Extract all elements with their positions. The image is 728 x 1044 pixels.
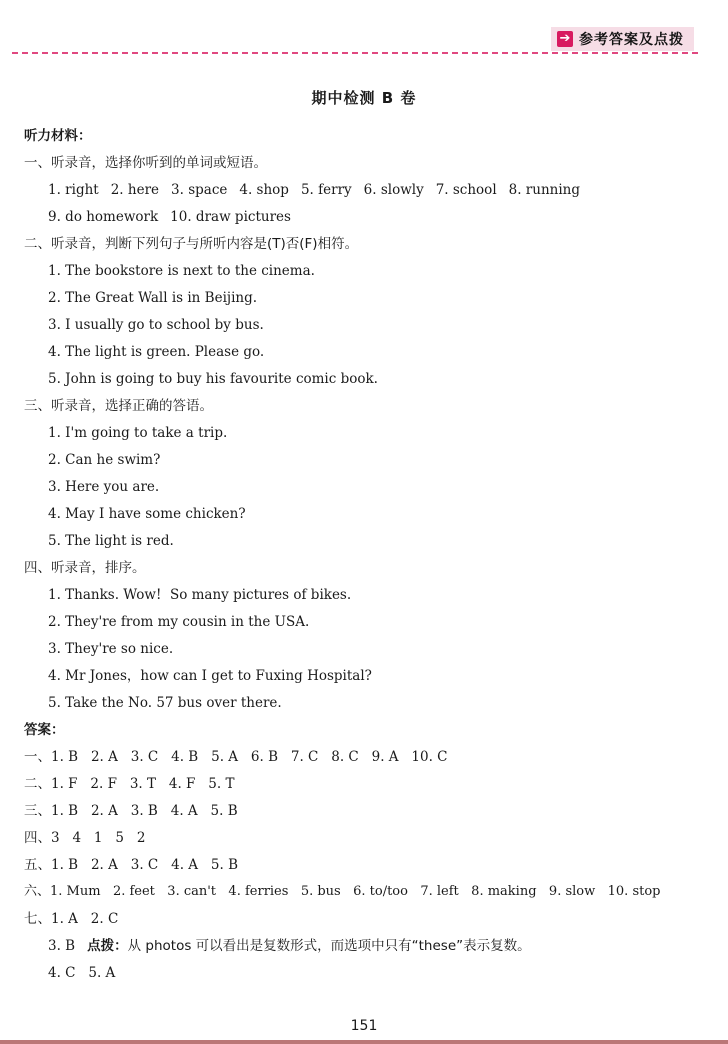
list-item: 3. Here you are.	[48, 479, 160, 495]
list-item: 5. ferry	[300, 182, 352, 198]
answer-line-tip	[48, 937, 543, 955]
s1-row1	[48, 181, 592, 199]
list-item: 3. space	[171, 182, 228, 198]
list-item: 7. school	[435, 182, 497, 198]
s2-heading: 二、听录音，判断下列句子与所听内容是(T)否(F)相符。	[24, 236, 359, 252]
list-item: 1. right	[48, 182, 99, 198]
list-item: 2. They're from my cousin in the USA.	[48, 614, 310, 630]
list-item: 2. here	[110, 182, 160, 198]
list-item: 9. do homework	[48, 209, 159, 225]
answer-line: 4. C 5. A	[48, 965, 116, 981]
bottom-edge	[0, 1040, 728, 1044]
page-number: 151	[350, 1018, 378, 1034]
listening-label: 听力材料：	[24, 128, 92, 144]
s1-heading: 一、听录音，选择你听到的单词或短语。	[24, 155, 267, 171]
page-title: 期中检测 B 卷	[311, 89, 417, 107]
answer-line: 五、1. B 2. A 3. C 4. A 5. B	[24, 857, 239, 873]
arrow-right-icon: ➔	[557, 31, 573, 47]
answer-line: 七、1. A 2. C	[24, 911, 119, 927]
answer-line: 四、3 4 1 5 2	[24, 830, 146, 846]
list-item: 8. running	[508, 182, 581, 198]
answer-line: 六、1. Mum 2. feet 3. can't 4. ferries 5. bus 6. to/too 7. left 8. making 9. slow 10. stop	[24, 884, 661, 899]
list-item: 3. They're so nice.	[48, 641, 174, 657]
list-item: 1. I'm going to take a trip.	[48, 425, 228, 441]
tip-label: 点拨：	[87, 938, 128, 954]
section-header-label: 参考答案及点拨	[579, 32, 684, 48]
list-item: 2. The Great Wall is in Beijing.	[48, 290, 258, 306]
answer-line: 一、1. B 2. A 3. C 4. B 5. A 6. B 7. C 8. C 9. A 10. C	[24, 749, 448, 765]
tip-text: 从 photos 可以看出是复数形式，而选项中只有“these”表示复数。	[127, 938, 531, 954]
answer-line: 二、1. F 2. F 3. T 4. F 5. T	[24, 776, 235, 792]
list-item: 4. Mr Jones，how can I get to Fuxing Hospital?	[48, 668, 372, 684]
s1-row2	[48, 208, 303, 226]
s4-heading: 四、听录音，排序。	[24, 560, 146, 576]
list-item: 5. Take the No. 57 bus over there.	[48, 695, 282, 711]
answer-number: 3. B	[48, 938, 76, 954]
s3-heading: 三、听录音，选择正确的答语。	[24, 398, 213, 414]
list-item: 4. The light is green. Please go.	[48, 344, 265, 360]
list-item: 6. slowly	[363, 182, 424, 198]
answer-line: 三、1. B 2. A 3. B 4. A 5. B	[24, 803, 238, 819]
list-item: 1. Thanks. Wow! So many pictures of bikes.	[48, 587, 352, 603]
answers-label: 答案：	[24, 722, 65, 738]
list-item: 4. May I have some chicken?	[48, 506, 246, 522]
list-item: 5. John is going to buy his favourite comic book.	[48, 371, 378, 387]
list-item: 4. shop	[239, 182, 289, 198]
list-item: 1. The bookstore is next to the cinema.	[48, 263, 315, 279]
list-item: 5. The light is red.	[48, 533, 174, 549]
list-item: 2. Can he swim?	[48, 452, 161, 468]
header-divider	[12, 52, 698, 54]
list-item: 3. I usually go to school by bus.	[48, 317, 264, 333]
list-item: 10. draw pictures	[170, 209, 291, 225]
section-header	[551, 27, 694, 51]
